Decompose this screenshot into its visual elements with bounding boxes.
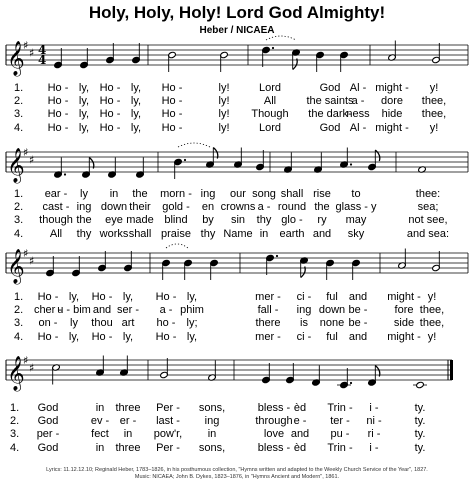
lyric-syllable: gold - bbox=[162, 201, 190, 214]
lyric-syllable: ly, bbox=[186, 330, 198, 343]
lyric-syllable: earth bbox=[279, 227, 305, 240]
time-signature: 4 bbox=[38, 53, 47, 67]
lyric-syllable: in bbox=[109, 188, 119, 200]
sharp-icon: ♯ bbox=[23, 39, 29, 52]
note bbox=[184, 259, 193, 280]
lyric-syllable: to bbox=[351, 188, 361, 200]
lyric-syllable: en bbox=[201, 201, 215, 214]
note bbox=[54, 158, 66, 179]
note bbox=[284, 153, 293, 174]
lyric-syllable: ty. bbox=[414, 428, 426, 441]
lyric-syllable: ly, bbox=[122, 330, 134, 343]
lyric-syllable: shall bbox=[280, 188, 304, 200]
note bbox=[340, 148, 352, 169]
lyric-syllable: mer - bbox=[255, 291, 281, 303]
lyric-syllable: down bbox=[100, 201, 128, 214]
note bbox=[368, 366, 380, 387]
verse-number: 2. bbox=[10, 415, 20, 428]
lyric-syllable: ly, bbox=[68, 291, 80, 303]
credits-lyrics: Lyrics: 11.12.12.10; Reginald Heber, 1783–1826, in his posthumous collection, "Hymns written and adapted to the Weekly Church Service of the Year", 1827. bbox=[46, 467, 428, 473]
lyric-syllable: èd bbox=[293, 402, 307, 414]
note bbox=[340, 51, 349, 72]
lyric-syllable: ing bbox=[200, 188, 216, 200]
lyric-syllable: shall bbox=[128, 227, 152, 240]
lyric-syllable: ly, bbox=[78, 82, 90, 94]
lyric-syllable: love bbox=[263, 428, 285, 441]
lyric-syllable: and bbox=[290, 428, 310, 441]
lyric-syllable: Ho - bbox=[47, 82, 69, 94]
lyric-syllable: mer - bbox=[255, 330, 281, 343]
verse-number: 3. bbox=[14, 108, 24, 121]
note bbox=[98, 251, 107, 272]
lyric-syllable: ly, bbox=[186, 291, 198, 303]
lyric-syllable: y! bbox=[429, 82, 439, 94]
lyric-line bbox=[0, 95, 474, 108]
lyric-syllable: the dark- bbox=[308, 108, 352, 121]
lyric-syllable: ly! bbox=[218, 121, 230, 134]
note bbox=[106, 43, 115, 64]
note bbox=[388, 41, 397, 62]
slur bbox=[166, 244, 188, 248]
lyric-syllable: ing bbox=[76, 201, 92, 214]
lyric-syllable: fect bbox=[91, 428, 109, 441]
verse-number: 4. bbox=[14, 330, 24, 343]
lyric-syllable: ly, bbox=[68, 330, 80, 343]
lyric-syllable: pu - bbox=[330, 428, 350, 441]
lyric-syllable: crowns bbox=[220, 201, 256, 214]
lyric-syllable: ing bbox=[296, 304, 312, 317]
note bbox=[262, 363, 271, 384]
lyric-syllable: ly, bbox=[78, 121, 90, 134]
lyric-syllable: sons, bbox=[198, 441, 226, 454]
lyric-syllable: last - bbox=[156, 415, 180, 428]
lyric-syllable: cast - bbox=[42, 201, 70, 214]
lyric-syllable: Per - bbox=[156, 441, 180, 454]
lyric-syllable: ry bbox=[317, 214, 327, 227]
lyric-syllable: ty. bbox=[414, 415, 426, 428]
lyric-syllable: ear - bbox=[44, 188, 68, 200]
lyric-syllable: èd bbox=[293, 441, 307, 454]
note bbox=[136, 158, 145, 179]
lyric-syllable: ly, bbox=[122, 291, 134, 303]
lyric-syllable: Ho - bbox=[91, 291, 113, 303]
note bbox=[108, 158, 117, 179]
lyric-syllable: by bbox=[202, 214, 214, 227]
lyric-syllable: ci - bbox=[296, 291, 312, 303]
hymn-title: Holy, Holy, Holy! Lord God Almighty! bbox=[88, 3, 386, 22]
lyric-syllable: sky bbox=[347, 227, 365, 240]
lyric-syllable: ly bbox=[80, 188, 88, 200]
note bbox=[337, 368, 352, 389]
lyric-line bbox=[0, 331, 474, 344]
credits-music: Music: NICAEA; John B. Dykes, 1823–1876, in "Hymns Ancient and Modern", 1861. bbox=[134, 474, 340, 480]
lyric-syllable: a - bbox=[159, 304, 173, 317]
note bbox=[124, 251, 133, 272]
lyric-syllable: not see, bbox=[408, 214, 448, 227]
sharp-icon: ♯ bbox=[29, 361, 35, 375]
lyric-syllable: might - bbox=[375, 121, 409, 134]
note bbox=[312, 366, 321, 387]
lyric-line bbox=[0, 214, 474, 227]
lyric-syllable: Trin - bbox=[327, 441, 353, 454]
lyric-syllable: glo - bbox=[281, 214, 303, 227]
note bbox=[432, 43, 441, 64]
lyric-syllable: Ho - bbox=[37, 330, 59, 343]
lyric-syllable: blind bbox=[164, 214, 188, 227]
lyric-syllable: ful bbox=[326, 291, 338, 303]
lyric-syllable: thy bbox=[200, 227, 216, 240]
lyric-syllable: Ho - bbox=[99, 108, 121, 121]
lyric-syllable: in bbox=[259, 227, 269, 240]
verse-number: 3. bbox=[14, 214, 24, 227]
note bbox=[80, 48, 89, 69]
lyric-syllable: be - bbox=[348, 304, 368, 317]
lyric-syllable: thee: bbox=[415, 188, 441, 200]
lyric-syllable: Name bbox=[223, 227, 253, 240]
verse-number: 2. bbox=[14, 201, 24, 214]
note bbox=[162, 259, 171, 280]
lyric-syllable: Ho - bbox=[37, 291, 59, 303]
lyric-syllable: u - bim bbox=[57, 304, 91, 317]
lyric-syllable: fall - bbox=[257, 304, 279, 317]
note bbox=[286, 363, 295, 384]
treble-clef-icon: 𝄞 bbox=[7, 148, 25, 183]
lyric-syllable: thee, bbox=[421, 95, 447, 108]
sharp-icon: ♯ bbox=[23, 247, 29, 260]
lyric-syllable: ci - bbox=[296, 330, 312, 343]
lyric-syllable: y! bbox=[427, 330, 437, 343]
lyric-syllable: Lord bbox=[258, 82, 282, 94]
lyric-syllable: ni - bbox=[366, 415, 382, 428]
sharp-icon: ♯ bbox=[29, 254, 35, 268]
note bbox=[352, 259, 361, 280]
lyric-syllable: works bbox=[99, 227, 129, 240]
lyric-syllable: Ho - bbox=[161, 82, 183, 94]
lyric-syllable: hide bbox=[381, 108, 403, 121]
lyric-syllable: ly, bbox=[78, 108, 90, 121]
lyric-syllable: Ho - bbox=[155, 291, 177, 303]
verse-number: 3. bbox=[10, 428, 20, 441]
lyric-syllable: Ho - bbox=[47, 121, 69, 134]
verse-number: 1. bbox=[14, 188, 24, 200]
lyric-syllable: Ho - bbox=[161, 108, 183, 121]
lyric-syllable: ly, bbox=[130, 108, 142, 121]
note bbox=[262, 46, 274, 67]
lyric-syllable: side bbox=[393, 317, 415, 330]
lyric-line bbox=[0, 201, 474, 214]
sharp-icon: ♯ bbox=[23, 146, 29, 159]
lyric-line bbox=[0, 402, 474, 415]
lyric-syllable: a - bbox=[257, 201, 271, 214]
lyric-syllable: y! bbox=[427, 291, 437, 303]
lyric-syllable: God bbox=[319, 121, 341, 134]
lyric-syllable: might - bbox=[387, 291, 421, 303]
lyric-syllable: i - bbox=[369, 402, 379, 414]
lyric-syllable: none bbox=[319, 317, 345, 330]
note bbox=[72, 256, 81, 277]
lyric-syllable: ly, bbox=[130, 121, 142, 134]
lyric-syllable: ly; bbox=[186, 317, 198, 330]
lyric-syllable: i - bbox=[369, 441, 379, 454]
lyric-syllable: the bbox=[132, 188, 148, 200]
lyric-syllable: thy bbox=[256, 214, 272, 227]
lyric-syllable: er - bbox=[119, 415, 137, 428]
lyric-syllable: Al - bbox=[349, 82, 367, 94]
lyric-syllable: ly, bbox=[130, 82, 142, 94]
lyric-syllable: thou bbox=[91, 317, 113, 330]
lyric-syllable: is bbox=[300, 317, 308, 330]
slur bbox=[266, 36, 296, 40]
lyric-syllable: and sea: bbox=[406, 227, 450, 240]
lyric-syllable: ri - bbox=[367, 428, 381, 441]
note bbox=[160, 358, 169, 379]
lyric-syllable: Ho - bbox=[99, 121, 121, 134]
lyric-syllable: and bbox=[312, 227, 332, 240]
note bbox=[120, 356, 129, 377]
lyric-syllable: might - bbox=[375, 82, 409, 94]
lyric-syllable: the saints bbox=[306, 95, 354, 108]
sharp-icon: ♯ bbox=[29, 153, 35, 167]
lyric-syllable: ser - bbox=[117, 304, 139, 317]
credits bbox=[0, 467, 474, 481]
lyric-syllable: in bbox=[207, 428, 217, 441]
final-barline bbox=[450, 360, 453, 380]
note bbox=[220, 51, 229, 72]
note bbox=[316, 51, 325, 72]
lyric-line bbox=[0, 317, 474, 330]
lyric-syllable: ter - bbox=[330, 415, 350, 428]
lyric-syllable: ly! bbox=[218, 95, 230, 108]
verse-number: 4. bbox=[14, 227, 24, 240]
lyric-syllable: Lord bbox=[258, 121, 282, 134]
verse-number: 3. bbox=[14, 317, 24, 330]
note bbox=[413, 381, 427, 388]
note bbox=[300, 257, 309, 278]
lyric-syllable: their bbox=[129, 201, 151, 214]
lyric-syllable: ty. bbox=[414, 402, 426, 414]
lyric-syllable: phim bbox=[180, 304, 204, 317]
lyric-syllable: song bbox=[252, 188, 276, 200]
lyric-syllable: round bbox=[277, 201, 307, 214]
lyric-syllable: y! bbox=[429, 121, 439, 134]
note bbox=[398, 249, 407, 270]
verse-number: 2. bbox=[14, 304, 24, 317]
lyric-syllable: God bbox=[37, 415, 59, 428]
verse-number: 4. bbox=[10, 441, 20, 454]
lyric-syllable: God bbox=[37, 402, 59, 414]
lyric-syllable: Ho - bbox=[47, 95, 69, 108]
note bbox=[292, 49, 301, 70]
lyric-syllable: might - bbox=[387, 330, 421, 343]
note bbox=[210, 259, 219, 280]
lyric-syllable: ly! bbox=[218, 82, 230, 94]
note bbox=[206, 148, 218, 169]
lyric-syllable: ev - bbox=[90, 415, 110, 428]
lyric-syllable: be - bbox=[348, 317, 368, 330]
lyric-syllable: three bbox=[115, 402, 141, 414]
lyric-syllable: Ho - bbox=[99, 82, 121, 94]
slur bbox=[178, 143, 210, 147]
lyric-line bbox=[0, 108, 474, 121]
lyric-line bbox=[0, 442, 474, 455]
time-signature: 4 bbox=[38, 43, 47, 57]
note bbox=[54, 48, 63, 69]
lyric-syllable: morn - bbox=[160, 188, 192, 200]
lyric-syllable: ing bbox=[204, 415, 220, 428]
lyric-syllable: may bbox=[345, 214, 367, 227]
lyric-syllable: sin bbox=[230, 214, 246, 227]
lyric-syllable: God bbox=[37, 441, 59, 454]
lyric-syllable: art bbox=[121, 317, 135, 330]
sharp-icon: ♯ bbox=[29, 46, 35, 60]
note bbox=[266, 254, 278, 275]
lyric-syllable: in bbox=[123, 428, 133, 441]
lyric-syllable: in bbox=[95, 402, 105, 414]
lyric-syllable: per - bbox=[36, 428, 60, 441]
note bbox=[132, 43, 141, 64]
lyric-syllable: glass - y bbox=[335, 201, 377, 214]
note bbox=[208, 361, 217, 382]
treble-clef-icon: 𝄞 bbox=[7, 249, 25, 284]
verse-number: 4. bbox=[14, 121, 24, 134]
lyric-syllable: ty. bbox=[414, 441, 426, 454]
note bbox=[52, 364, 61, 385]
lyric-syllable: ful bbox=[326, 330, 338, 343]
lyric-syllable: on - bbox=[38, 317, 58, 330]
lyric-syllable: fore bbox=[394, 304, 414, 317]
treble-clef-icon: 𝄞 bbox=[7, 356, 25, 391]
staff-system-4 bbox=[0, 345, 474, 405]
lyric-syllable: eye bbox=[105, 214, 123, 227]
lyric-syllable: All bbox=[263, 95, 277, 108]
hymn-subtitle: Heber / NICAEA bbox=[199, 25, 275, 36]
lyric-syllable: Ho - bbox=[47, 108, 69, 121]
lyric-line bbox=[0, 82, 474, 95]
note bbox=[256, 150, 265, 171]
lyric-syllable: down bbox=[318, 304, 346, 317]
lyric-line bbox=[0, 122, 474, 135]
lyric-syllable: the bbox=[314, 201, 330, 214]
lyric-syllable: thee, bbox=[421, 108, 447, 121]
lyric-syllable: ho - bbox=[156, 317, 176, 330]
lyric-line bbox=[0, 428, 474, 441]
lyric-syllable: Ho - bbox=[99, 95, 121, 108]
lyric-syllable: Ho - bbox=[91, 330, 113, 343]
lyric-syllable: ness bbox=[346, 108, 370, 121]
lyric-syllable: Ho - bbox=[161, 95, 183, 108]
note bbox=[234, 148, 243, 169]
lyric-syllable: and bbox=[92, 304, 112, 317]
note bbox=[82, 158, 94, 179]
lyric-syllable: Trin - bbox=[327, 402, 353, 414]
note bbox=[314, 153, 323, 174]
lyric-syllable: rise bbox=[313, 188, 331, 200]
staff-system-1 bbox=[0, 30, 474, 90]
lyric-syllable: made bbox=[126, 214, 154, 227]
lyric-syllable: Ho - bbox=[155, 330, 177, 343]
verse-number: 2. bbox=[14, 95, 24, 108]
lyric-syllable: bless - bbox=[257, 441, 291, 454]
note bbox=[326, 259, 335, 280]
lyric-line bbox=[0, 415, 474, 428]
lyric-syllable: a - bbox=[351, 95, 365, 108]
note bbox=[432, 251, 441, 272]
lyric-syllable: Per - bbox=[156, 402, 180, 414]
lyric-syllable: there bbox=[255, 317, 281, 330]
lyric-line bbox=[0, 188, 474, 201]
lyric-syllable: ly, bbox=[78, 95, 90, 108]
lyric-syllable: three bbox=[115, 441, 141, 454]
lyric-syllable: pow'r, bbox=[153, 428, 183, 441]
lyric-syllable: dore bbox=[380, 95, 404, 108]
lyric-syllable: thee, bbox=[419, 304, 445, 317]
sharp-icon: ♯ bbox=[23, 354, 29, 367]
lyric-syllable: through bbox=[255, 415, 293, 428]
lyric-syllable: All bbox=[49, 227, 63, 240]
staff-system-3 bbox=[0, 238, 474, 298]
lyric-syllable: Al - bbox=[349, 121, 367, 134]
note bbox=[46, 256, 55, 277]
lyric-syllable: cher - bbox=[33, 304, 63, 317]
lyric-syllable: the bbox=[76, 214, 92, 227]
verse-number: 1. bbox=[14, 82, 24, 94]
note bbox=[96, 356, 105, 377]
lyric-syllable: in bbox=[95, 441, 105, 454]
lyric-syllable: and bbox=[348, 330, 368, 343]
lyric-syllable: God bbox=[319, 82, 341, 94]
lyric-syllable: Though bbox=[251, 108, 289, 121]
note bbox=[174, 158, 186, 179]
lyric-syllable: though bbox=[39, 214, 73, 227]
lyric-line bbox=[0, 291, 474, 304]
verse-number: 1. bbox=[14, 291, 24, 303]
verse-number: 1. bbox=[10, 402, 20, 414]
lyric-syllable: e - bbox=[293, 415, 307, 428]
lyric-syllable: ly! bbox=[218, 108, 230, 121]
lyric-syllable: praise bbox=[161, 227, 191, 240]
lyric-syllable: ly bbox=[70, 317, 78, 330]
lyric-syllable: ly, bbox=[130, 95, 142, 108]
treble-clef-icon: 𝄞 bbox=[7, 41, 25, 76]
note bbox=[368, 150, 380, 171]
lyric-syllable: our bbox=[230, 188, 246, 200]
lyric-syllable: Ho - bbox=[161, 121, 183, 134]
lyric-syllable: sons, bbox=[198, 402, 226, 414]
lyric-line bbox=[0, 304, 474, 317]
lyric-syllable: thee, bbox=[419, 317, 445, 330]
lyric-syllable: and bbox=[348, 291, 368, 303]
note bbox=[168, 51, 177, 72]
lyric-syllable: bless - bbox=[257, 402, 291, 414]
lyric-syllable: sea; bbox=[417, 201, 439, 214]
lyric-syllable: thy bbox=[76, 227, 92, 240]
